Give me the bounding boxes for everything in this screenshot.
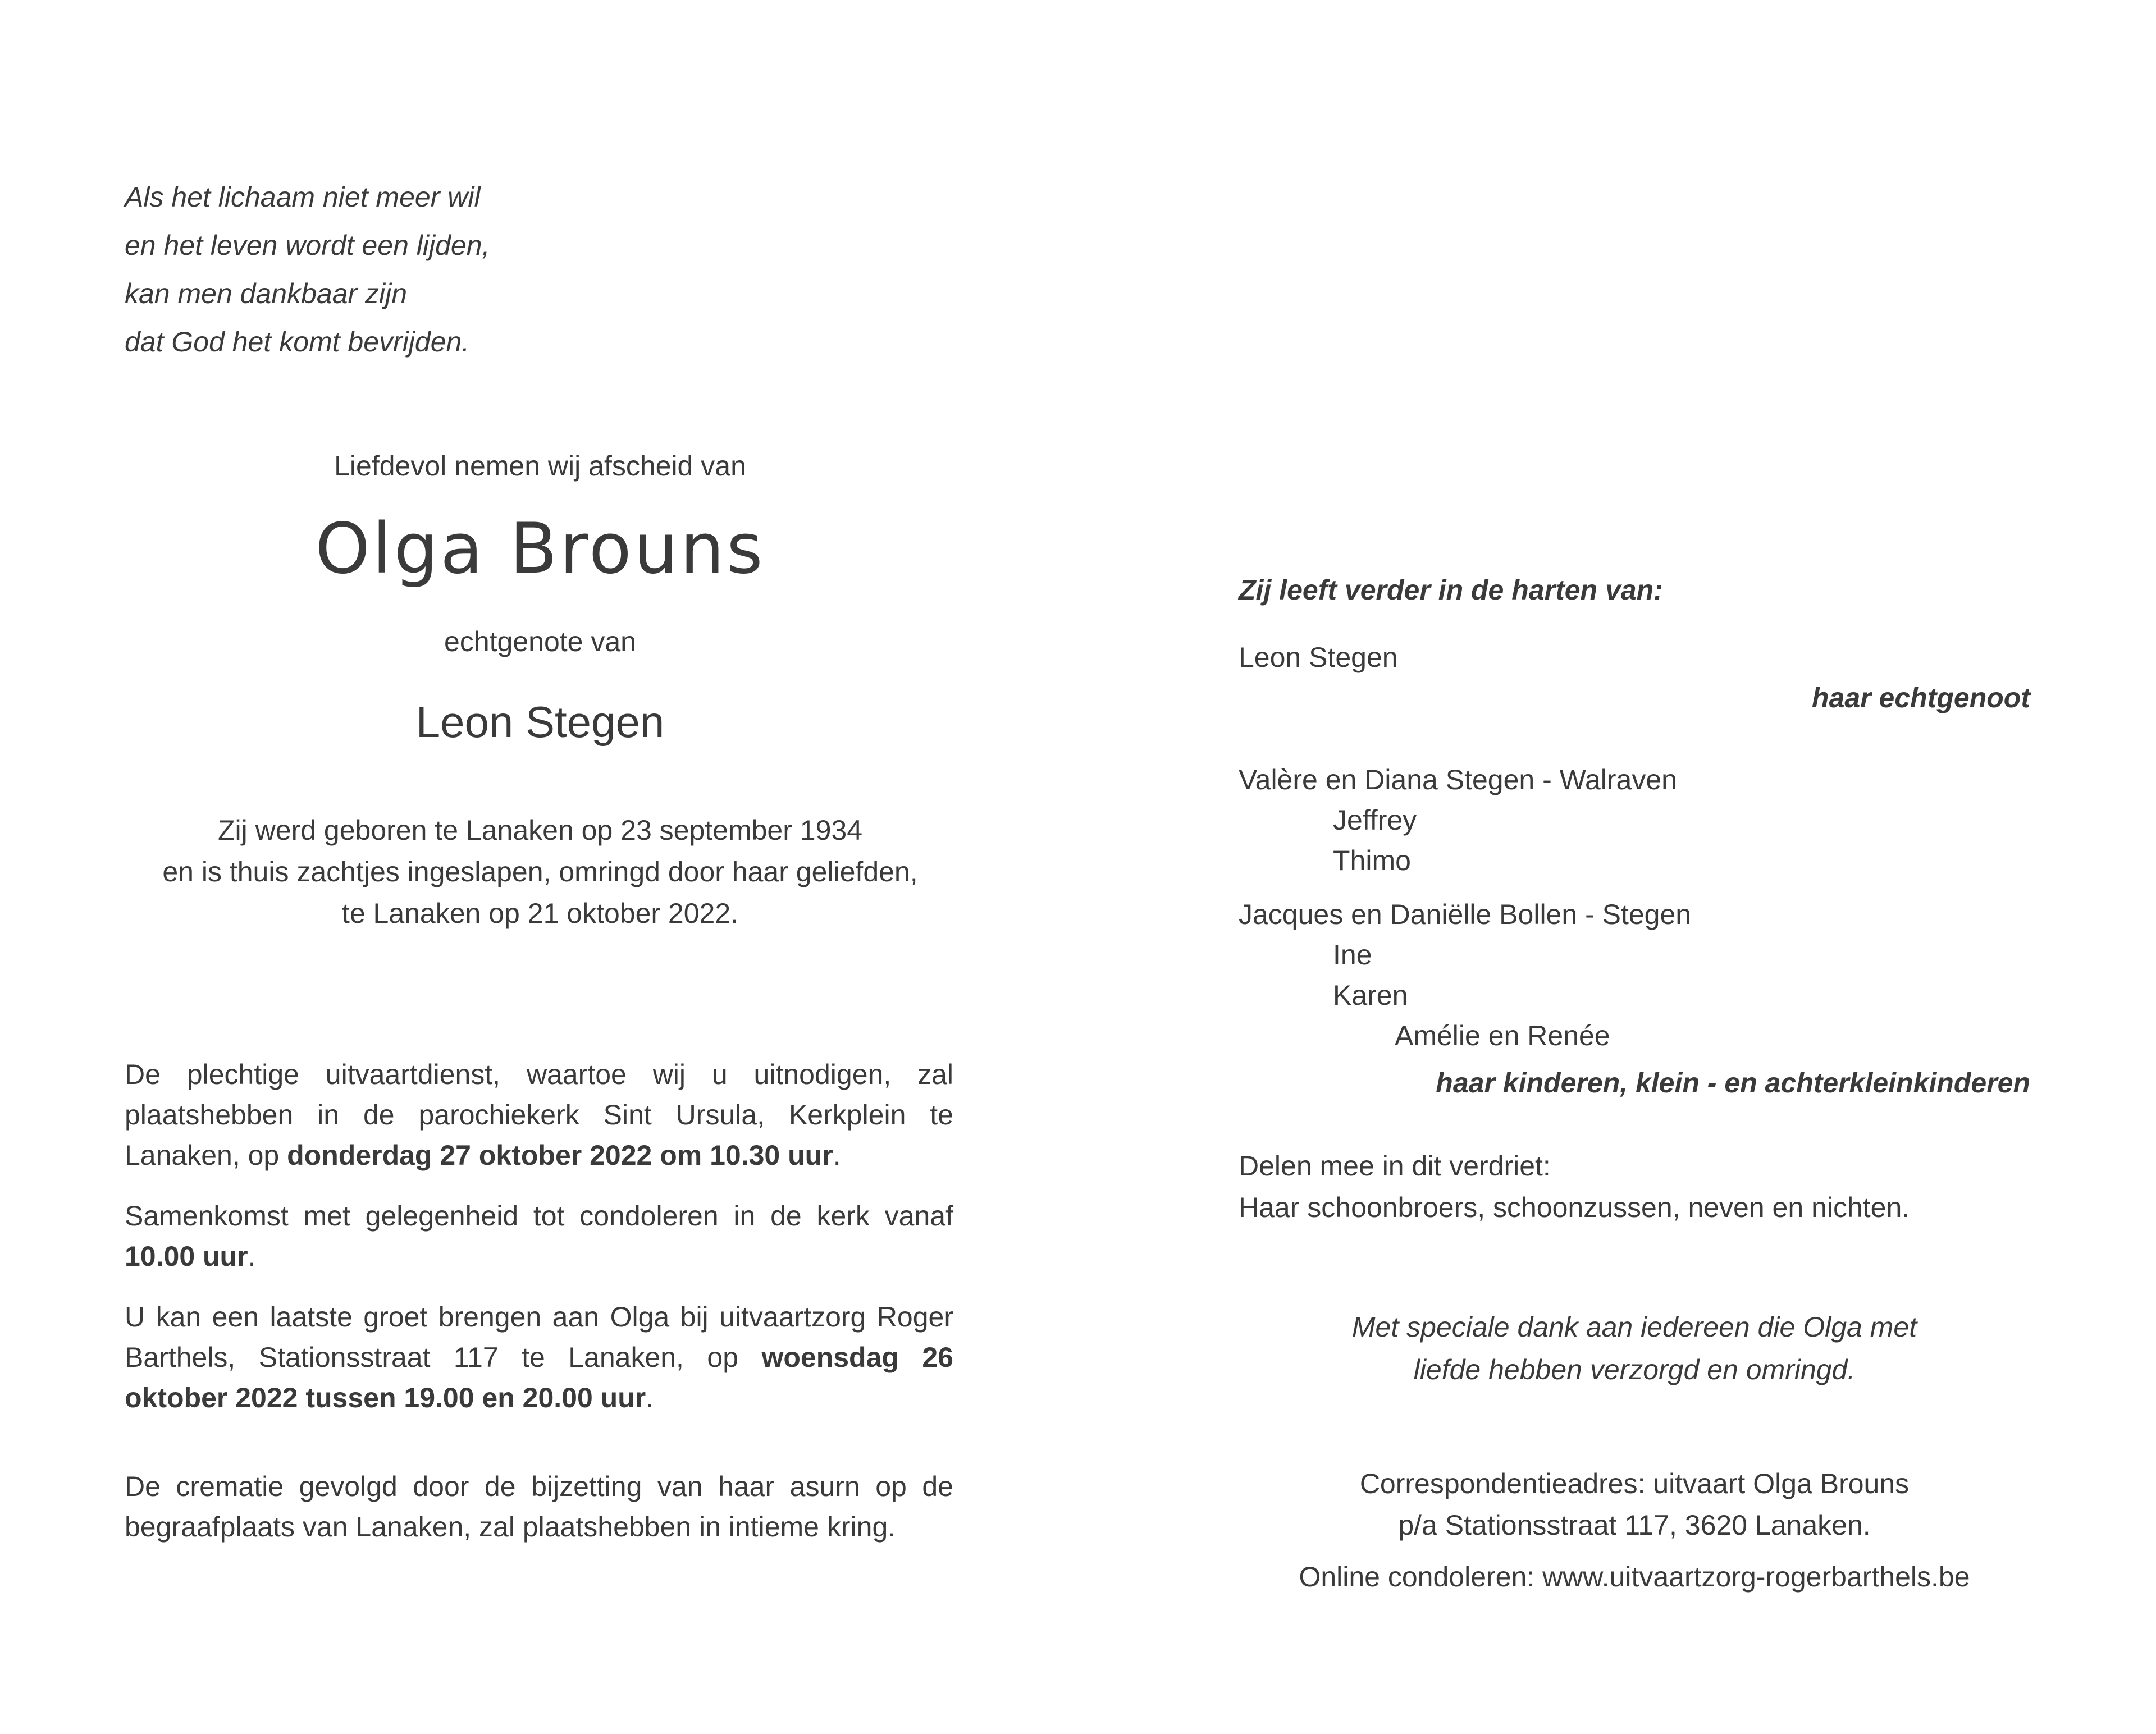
family-line: Valère en Diana Stegen - Walraven	[1239, 764, 1677, 795]
thanks-line: liefde hebben verzorgd en omringd.	[1413, 1354, 1856, 1385]
service-datetime: donderdag 27 oktober 2022 om 10.30 uur	[287, 1140, 833, 1171]
poem-line: Als het lichaam niet meer wil	[125, 181, 481, 213]
bio-line: en is thuis zachtjes ingeslapen, omringd door haar geliefden,	[162, 856, 918, 887]
share-in-grief	[1239, 1145, 2036, 1228]
thanks-line: Met speciale dank aan iedereen die Olga met	[1351, 1311, 1917, 1343]
address-line: Correspondentieadres: uitvaart Olga Brouns	[1359, 1468, 1910, 1499]
address-line: p/a Stationsstraat 117, 3620 Lanaken.	[1398, 1509, 1871, 1541]
survivors-heading: Zij leeft verder in de harten van:	[1239, 574, 1663, 606]
share-line: Haar schoonbroers, schoonzussen, neven en nichten.	[1239, 1192, 1910, 1223]
family-line: Jacques en Daniëlle Bollen - Stegen	[1239, 899, 1692, 930]
correspondence-address	[1239, 1463, 2030, 1546]
spouse-name: Leon Stegen	[415, 697, 665, 747]
funeral-service-paragraph: De plechtige uitvaartdienst, waartoe wij u uitnodigen, zal plaatshebben in de parochiekerk Sint Ursula, Kerkplein te Lanaken, op donderdag 27 oktober 2022 om 10.30 uur.	[125, 1059, 953, 1171]
cremation-paragraph: De crematie gevolgd door de bijzetting van haar asurn op de begraafplaats van Lanaken, zal plaatshebben in intieme kring.	[125, 1471, 953, 1543]
bio-line: Zij werd geboren te Lanaken op 23 september 1934	[218, 815, 862, 846]
biography	[125, 809, 956, 934]
family-member: Amélie en Renée	[1395, 1020, 1610, 1051]
farewell-paragraph: U kan een laatste groet brengen aan Olga bij uitvaartzorg Roger Barthels, Stationsstraat 117 te Lanaken, op woensdag 26 oktober 2022 tussen 19.00 en 20.00 uur.	[125, 1301, 953, 1413]
poem-line: dat God het komt bevrijden.	[125, 326, 470, 358]
share-line: Delen mee in dit verdriet:	[1239, 1150, 1551, 1182]
family-member: Ine	[1333, 939, 1372, 971]
poem-line: kan men dankbaar zijn	[125, 278, 408, 309]
family-member: Jeffrey	[1333, 804, 1417, 836]
deceased-name: Olga Brouns	[315, 509, 765, 589]
family-member: Karen	[1333, 980, 1408, 1011]
bio-line: te Lanaken op 21 oktober 2022.	[341, 898, 739, 929]
children-role: haar kinderen, klein - en achterkleinkinderen	[1436, 1067, 2030, 1099]
intro-text: Liefdevol nemen wij afscheid van	[334, 450, 746, 482]
farewell-datetime: woensdag 26 oktober 2022 tussen 19.00 en 20.00 uur	[125, 1342, 953, 1413]
family-member: Thimo	[1333, 845, 1411, 876]
gathering-paragraph: Samenkomst met gelegenheid tot condoleren in de kerk vanaf 10.00 uur.	[125, 1200, 953, 1272]
husband-name: Leon Stegen	[1239, 642, 1398, 673]
online-condolence: Online condoleren: www.uitvaartzorg-rogerbarthels.be	[1299, 1561, 1970, 1593]
gathering-time: 10.00 uur	[125, 1241, 248, 1272]
spouse-label: echtgenote van	[444, 626, 636, 657]
poem-line: en het leven wordt een lijden,	[125, 230, 490, 261]
thanks-note	[1239, 1306, 2030, 1391]
husband-role: haar echtgenoot	[1812, 682, 2030, 713]
poem	[125, 173, 630, 366]
